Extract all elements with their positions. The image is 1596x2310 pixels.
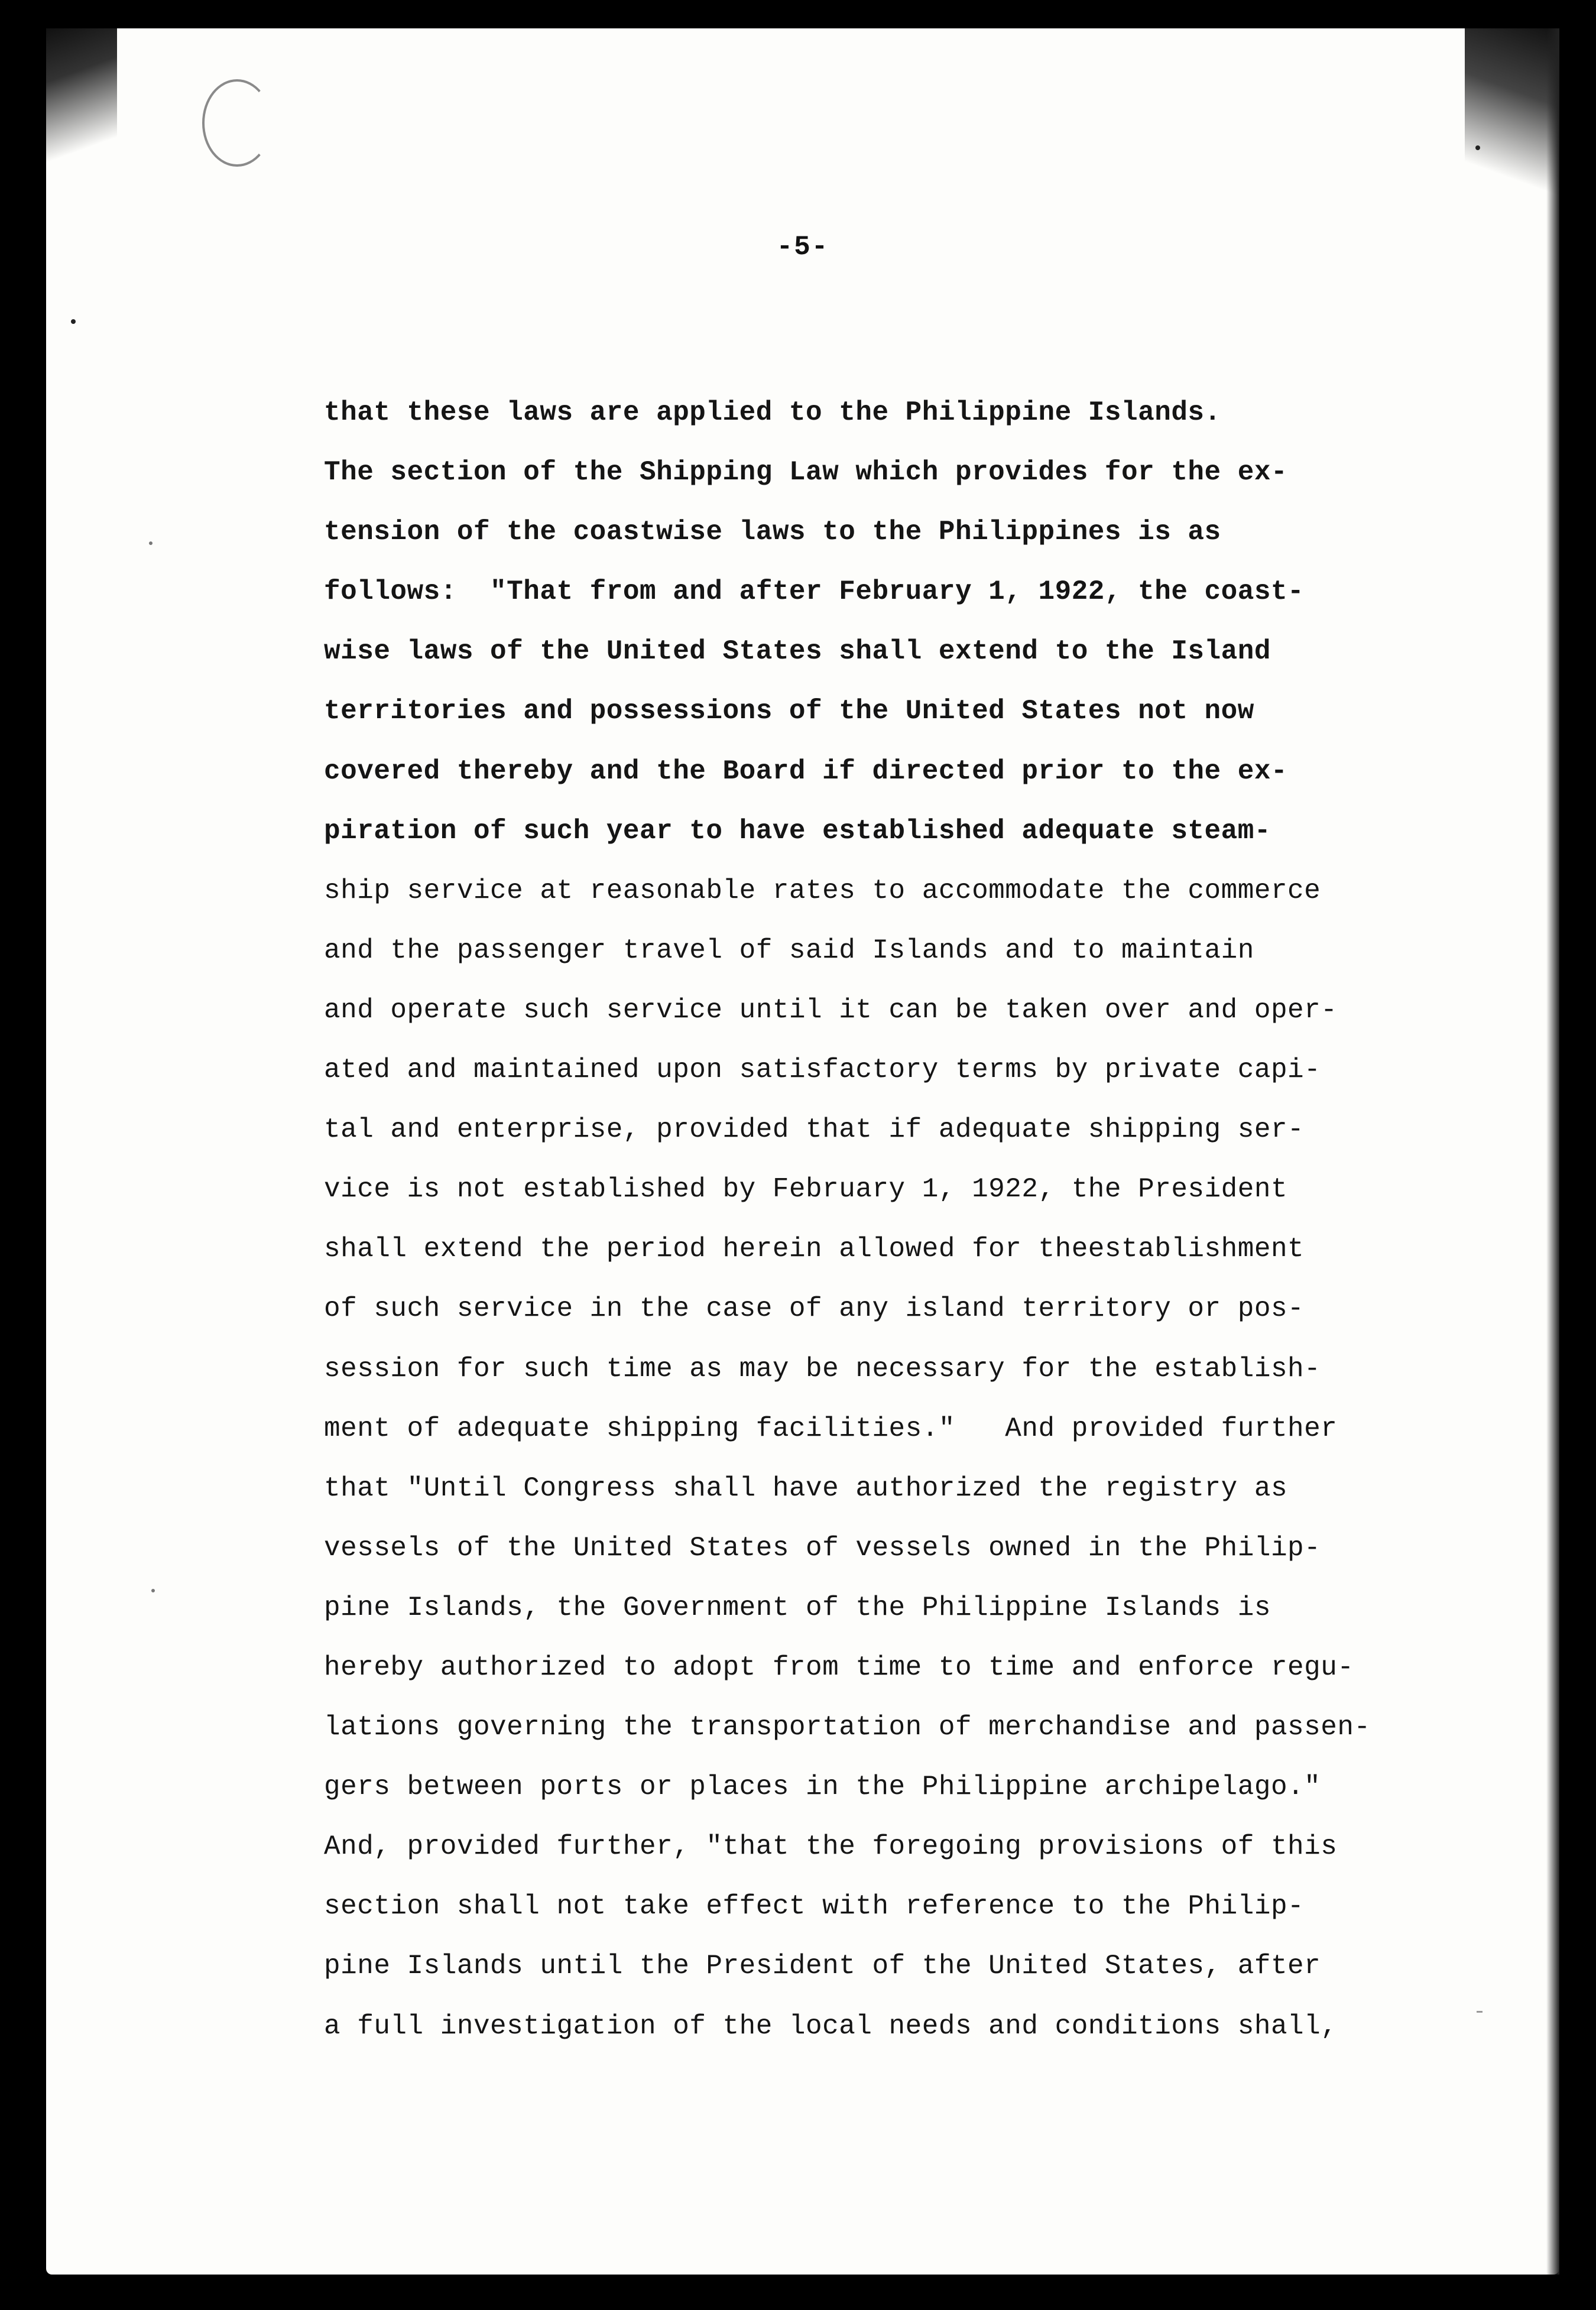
text-line: tal and enterprise, provided that if adequate shipping ser-: [324, 1114, 1305, 1146]
text-line: And, provided further, "that the foregoing provisions of this: [324, 1831, 1338, 1863]
punch-hole-mark: [202, 79, 272, 167]
text-line: pine Islands, the Government of the Philippine Islands is: [324, 1592, 1271, 1623]
text-line: ship service at reasonable rates to accommodate the commerce: [324, 875, 1321, 906]
scan-shadow-left: [46, 28, 117, 182]
text-line: follows: "That from and after February 1, 1922, the coast-: [324, 576, 1305, 608]
text-line: lations governing the transportation of merchandise and passen-: [324, 1712, 1371, 1743]
ink-speck: [149, 541, 153, 545]
text-line: ment of adequate shipping facilities." And provided further: [324, 1413, 1338, 1444]
text-line: wise laws of the United States shall extend to the Island: [324, 636, 1271, 667]
ink-speck: [71, 319, 76, 324]
text-line: that these laws are applied to the Philippine Islands.: [324, 397, 1221, 428]
text-line: gers between ports or places in the Philippine archipelago.": [324, 1772, 1321, 1803]
text-line: ated and maintained upon satisfactory terms by private capi-: [324, 1055, 1321, 1086]
text-line: piration of such year to have established adequate steam-: [324, 815, 1271, 846]
text-line: tension of the coastwise laws to the Philippines is as: [324, 517, 1221, 548]
text-line: section shall not take effect with reference to the Philip-: [324, 1891, 1305, 1922]
text-line: hereby authorized to adopt from time to time and enforce regu-: [324, 1652, 1354, 1683]
text-line: of such service in the case of any island territory or pos-: [324, 1293, 1305, 1325]
text-line: that "Until Congress shall have authorized the registry as: [324, 1472, 1288, 1504]
text-line: session for such time as may be necessary for the establish-: [324, 1353, 1321, 1384]
page-edge-shadow: [1546, 28, 1559, 2275]
text-line: The section of the Shipping Law which provides for the ex-: [324, 457, 1288, 488]
ink-speck: [151, 1589, 155, 1592]
text-line: and the passenger travel of said Islands and to maintain: [324, 935, 1254, 966]
page-number: -5-: [776, 232, 829, 262]
text-line: vessels of the United States of vessels owned in the Philip-: [324, 1532, 1321, 1563]
ink-speck: [1475, 145, 1480, 150]
text-line: territories and possessions of the United States not now: [324, 696, 1254, 727]
text-line: a full investigation of the local needs and conditions shall,: [324, 2010, 1338, 2042]
paper-sheet: [46, 28, 1559, 2275]
typewritten-body: [324, 383, 1465, 2056]
text-line: and operate such service until it can be taken over and oper-: [324, 994, 1338, 1026]
text-line: vice is not established by February 1, 1922, the President: [324, 1174, 1288, 1205]
text-line: shall extend the period herein allowed for theestablishment: [324, 1234, 1305, 1265]
scan-shadow-right: [1465, 28, 1559, 218]
text-line: covered thereby and the Board if directed prior to the ex-: [324, 755, 1288, 787]
text-line: pine Islands until the President of the United States, after: [324, 1951, 1321, 1982]
ink-speck: [1477, 2011, 1483, 2013]
